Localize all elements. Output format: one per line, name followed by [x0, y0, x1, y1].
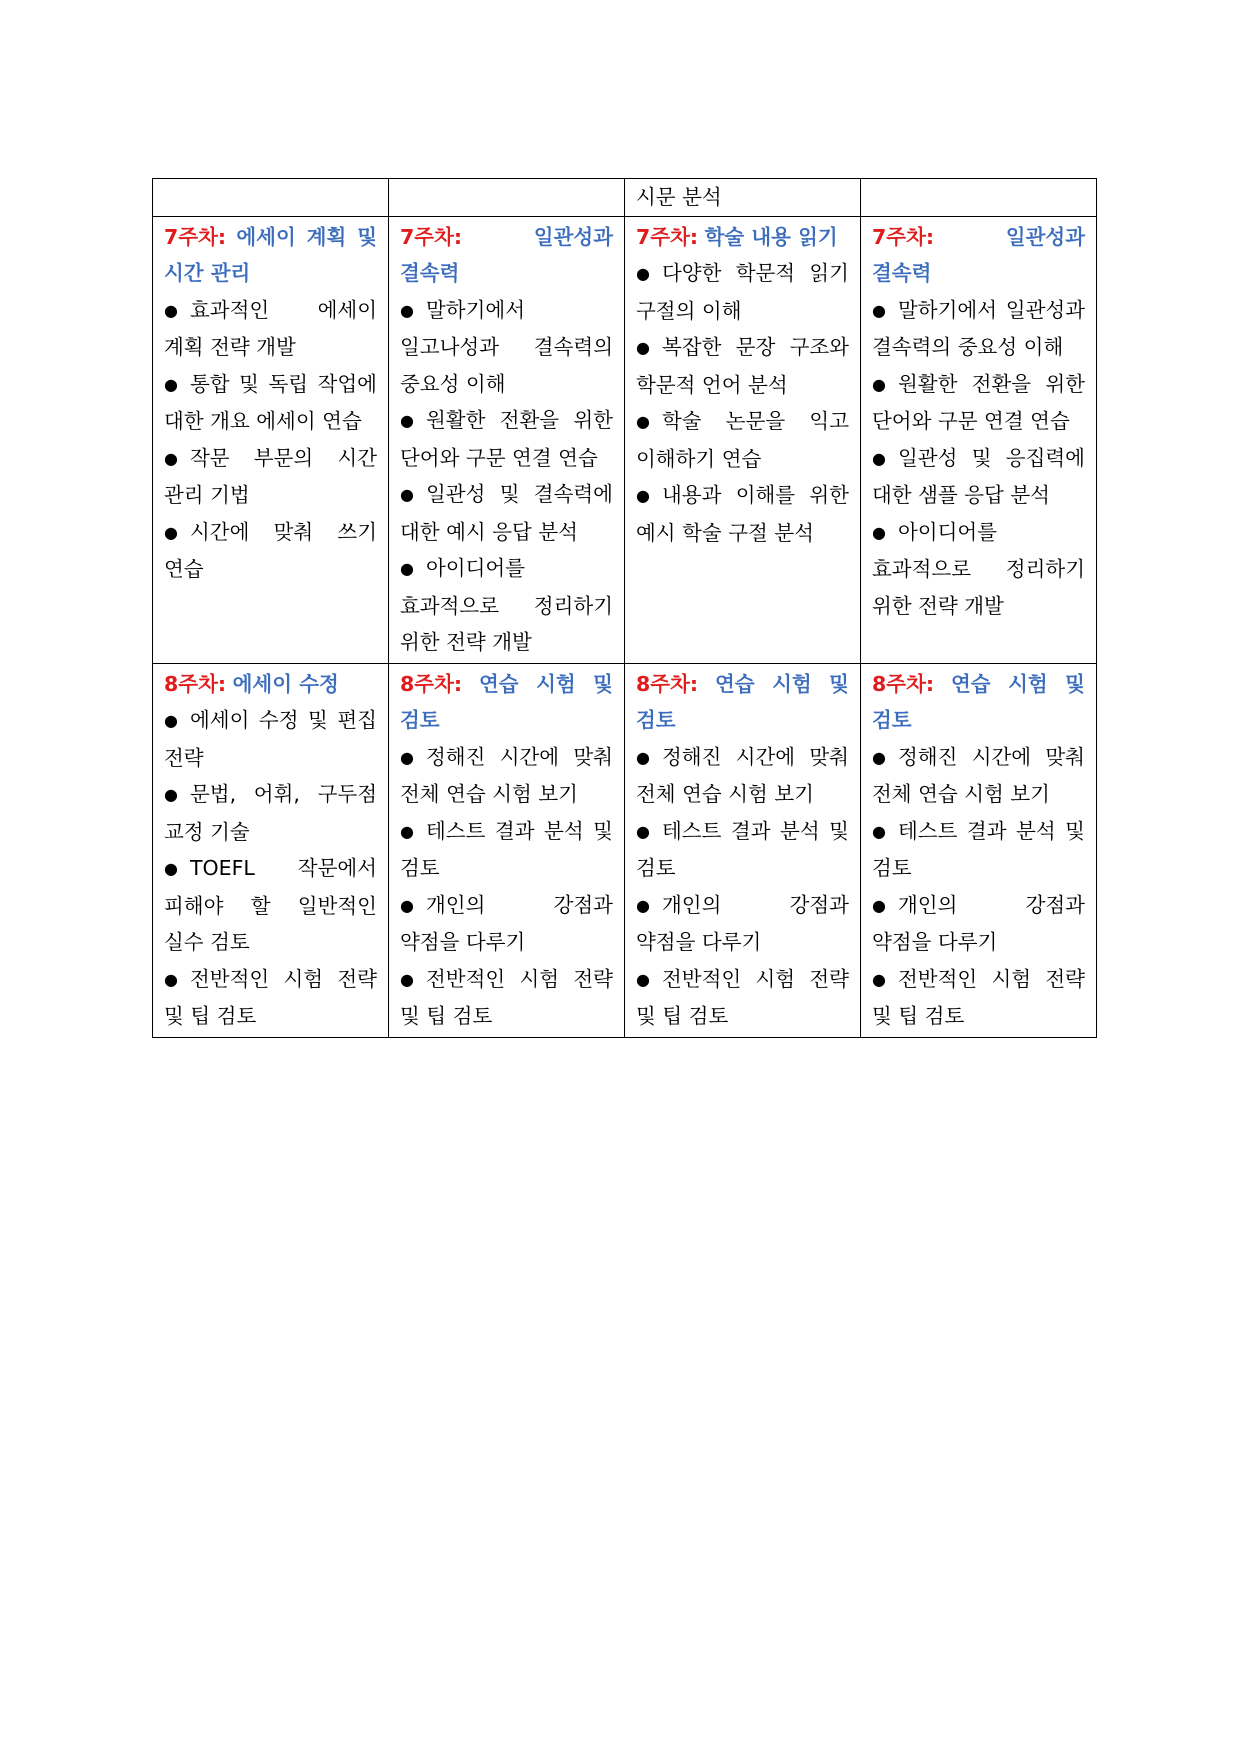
list-item-text: 정해진 시간에 맞춰 전체 연습 시험 보기	[872, 744, 1085, 806]
list-item	[400, 402, 613, 476]
week-title: 연습 시험 및 검토	[636, 671, 849, 732]
week-number: 7주차:	[636, 224, 699, 249]
list-item	[636, 813, 849, 887]
list-item-text: 시간에 맞춰 쓰기 연습	[164, 519, 377, 581]
week-title: 일관성과 결속력	[400, 224, 613, 285]
bullet-icon: ●	[872, 747, 886, 767]
bullet-icon: ●	[636, 264, 650, 283]
week-title: 연습 시험 및 검토	[400, 671, 613, 732]
week-number: 7주차:	[164, 224, 227, 249]
list-item-text: 에세이 수정 및 편집 전략	[164, 708, 377, 770]
list-item	[872, 366, 1085, 440]
list-item-text: 개인의 강점과 약점을 다루기	[872, 892, 1085, 954]
list-item-text: 말하기에서 일관성과 결속력의 중요성 이해	[872, 297, 1085, 359]
table-cell	[153, 179, 389, 217]
list-item	[872, 961, 1085, 1035]
list-item	[872, 440, 1085, 514]
list-item-text: 학술 논문을 익고 이해하기 연습	[636, 409, 849, 471]
bullet-icon: ●	[400, 969, 414, 989]
list-item	[872, 887, 1085, 961]
list-item	[164, 702, 377, 776]
list-item-text: 개인의 강점과 약점을 다루기	[636, 892, 849, 954]
list-item-text: 원활한 전환을 위한 단어와 구문 연결 연습	[872, 371, 1085, 433]
bullet-icon: ●	[872, 969, 886, 989]
list-item	[164, 292, 377, 366]
list-item-text: 다양한 학문적 읽기 구절의 이해	[636, 261, 849, 323]
table-row-top	[153, 179, 1097, 217]
list-item-text: 테스트 결과 분석 및 검토	[400, 818, 613, 880]
bullet-icon: ●	[636, 821, 650, 841]
list-item	[164, 514, 377, 588]
table-cell	[625, 216, 861, 663]
list-item-text: 복잡한 문장 구조와 학문적 언어 분석	[636, 335, 849, 397]
table-cell	[861, 179, 1097, 217]
list-item	[400, 476, 613, 550]
list-item-text: 전반적인 시험 전략 및 팁 검토	[164, 966, 377, 1028]
list-item	[872, 739, 1085, 813]
list-item	[164, 961, 377, 1035]
bullet-icon: ●	[164, 859, 178, 878]
table-cell	[389, 179, 625, 217]
list-item-text: 통합 및 독립 작업에 대한 개요 에세이 연습	[164, 371, 377, 433]
list-item	[636, 961, 849, 1035]
list-item-text: 효과적인 에세이 계획 전략 개발	[164, 297, 377, 359]
table-cell	[861, 663, 1097, 1037]
list-item-text: 테스트 결과 분석 및 검토	[636, 818, 849, 880]
list-item-text: 전반적인 시험 전략 및 팁 검토	[400, 966, 613, 1028]
table-cell	[153, 216, 389, 663]
table-cell	[389, 216, 625, 663]
list-item-text: 일관성 및 결속력에 대한 예시 응답 분석	[400, 482, 613, 544]
week-heading	[636, 666, 849, 739]
week-title: 연습 시험 및 검토	[872, 671, 1085, 732]
bullet-icon: ●	[872, 374, 886, 394]
bullet-icon: ●	[636, 895, 650, 915]
week-title: 에세이 수정	[232, 671, 339, 696]
bullet-icon: ●	[872, 895, 886, 915]
bullet-icon: ●	[164, 300, 178, 320]
list-item-text: 작문 부문의 시간 관리 기법	[164, 445, 377, 507]
bullet-icon: ●	[636, 486, 650, 505]
week-heading	[400, 666, 613, 739]
table-cell	[861, 216, 1097, 663]
list-item-text: 전반적인 시험 전략 및 팁 검토	[872, 966, 1085, 1028]
week-number: 8주차:	[636, 671, 699, 696]
bullet-icon: ●	[636, 747, 650, 767]
week-heading	[872, 219, 1085, 292]
list-item	[872, 813, 1085, 887]
table-cell	[389, 663, 625, 1037]
list-item	[400, 292, 613, 403]
list-item	[164, 776, 377, 850]
list-item	[164, 440, 377, 514]
curriculum-table	[152, 178, 1097, 1038]
list-item	[400, 961, 613, 1035]
bullet-icon: ●	[164, 522, 178, 542]
list-item	[164, 366, 377, 440]
bullet-icon: ●	[400, 411, 414, 430]
list-item-text: 정해진 시간에 맞춰 전체 연습 시험 보기	[400, 744, 613, 806]
bullet-icon: ●	[872, 448, 886, 468]
bullet-icon: ●	[400, 821, 414, 841]
list-item	[400, 550, 613, 661]
list-item	[636, 403, 849, 477]
list-item-text: 일관성 및 응집력에 대한 샘플 응답 분석	[872, 445, 1085, 507]
list-item	[872, 514, 1085, 625]
list-item	[400, 813, 613, 887]
list-item-text: 내용과 이해를 위한 예시 학술 구절 분석	[636, 483, 849, 545]
list-item	[636, 739, 849, 813]
bullet-icon: ●	[164, 374, 178, 394]
list-item-text: 원활한 전환을 위한 단어와 구문 연결 연습	[400, 408, 613, 470]
week-heading	[400, 219, 613, 292]
week-heading	[872, 666, 1085, 739]
week-number: 8주차:	[872, 671, 935, 696]
week-heading	[164, 666, 377, 703]
list-item-text: 문법, 어휘, 구두점 교정 기술	[164, 782, 377, 844]
list-item-text: 정해진 시간에 맞춰 전체 연습 시험 보기	[636, 744, 849, 806]
list-item	[872, 292, 1085, 366]
table-cell	[625, 663, 861, 1037]
bullet-icon: ●	[400, 485, 414, 504]
bullet-icon: ●	[636, 412, 650, 431]
list-item-text: 말하기에서 일고나성과 결속력의 중요성 이해	[400, 297, 613, 396]
table-cell	[153, 663, 389, 1037]
bullet-icon: ●	[400, 895, 414, 915]
bullet-icon: ●	[872, 821, 886, 841]
table-cell: 시문 분석	[625, 179, 861, 217]
bullet-icon: ●	[164, 711, 178, 730]
table-row-week-7	[153, 216, 1097, 663]
list-item-text: 전반적인 시험 전략 및 팁 검토	[636, 966, 849, 1028]
bullet-icon: ●	[872, 300, 886, 320]
bullet-icon: ●	[164, 785, 178, 804]
week-number: 7주차:	[872, 224, 935, 249]
list-item	[636, 329, 849, 403]
list-item-text: 아이디어를 효과적으로 정리하기 위한 전략 개발	[400, 556, 613, 654]
bullet-icon: ●	[400, 559, 414, 578]
list-item-text: TOEFL 작문에서 피해야 할 일반적인 실수 검토	[164, 856, 377, 954]
week-title: 일관성과 결속력	[872, 224, 1085, 285]
week-heading	[636, 219, 849, 256]
week-number: 8주차:	[164, 671, 227, 696]
list-item-text: 아이디어를 효과적으로 정리하기 위한 전략 개발	[872, 519, 1085, 618]
bullet-icon: ●	[400, 747, 414, 767]
week-number: 7주차:	[400, 224, 463, 249]
week-heading	[164, 219, 377, 292]
bullet-icon: ●	[636, 969, 650, 989]
week-title: 학술 내용 읽기	[704, 224, 838, 249]
list-item	[400, 739, 613, 813]
list-item-text: 테스트 결과 분석 및 검토	[872, 818, 1085, 880]
week-number: 8주차:	[400, 671, 463, 696]
bullet-icon: ●	[872, 522, 886, 542]
bullet-icon: ●	[636, 338, 650, 357]
bullet-icon: ●	[164, 448, 178, 468]
list-item	[636, 255, 849, 329]
list-item	[636, 887, 849, 961]
list-item	[636, 477, 849, 551]
list-item	[400, 887, 613, 961]
list-item	[164, 850, 377, 961]
table-row-week-8	[153, 663, 1097, 1037]
bullet-icon: ●	[164, 969, 178, 989]
list-item-text: 개인의 강점과 약점을 다루기	[400, 892, 613, 954]
week-title: 에세이 계획 및 시간 관리	[164, 224, 377, 285]
bullet-icon: ●	[400, 300, 414, 320]
